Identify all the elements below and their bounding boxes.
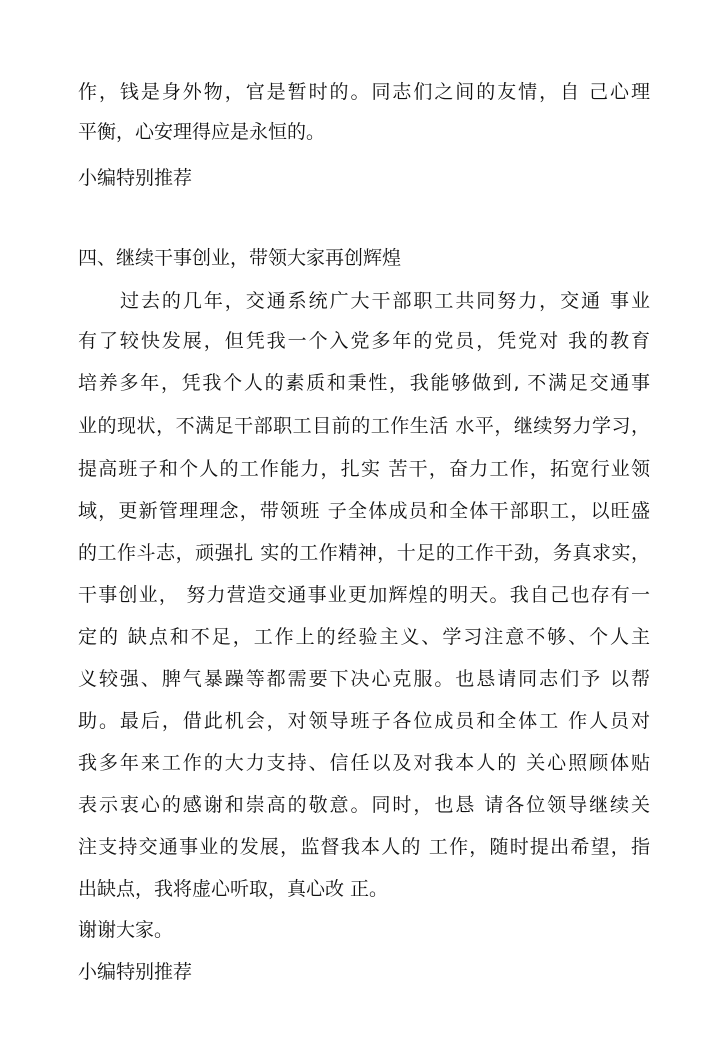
body-text-line: 域，更新管理理念，带领班 子全体成员和全体干部职工，以旺盛	[78, 500, 650, 522]
body-text-line: 平衡，心安理得应是永恒的。	[78, 121, 326, 143]
body-text-line: 助。最后，借此机会，对领导班子各位成员和全体工 作人员对	[78, 710, 650, 732]
closing-thanks: 谢谢大家。	[78, 919, 174, 941]
body-text-line: 出缺点，我将虚心听取，真心改 正。	[78, 878, 389, 900]
body-text-line: 培养多年，凭我个人的素质和秉性，我能够做到, 不满足交通事	[78, 372, 650, 394]
recommend-label: 小编特别推荐	[78, 961, 193, 983]
body-text-line: 定的 缺点和不足，工作上的经验主义、学习注意不够、个人主	[78, 626, 650, 648]
recommend-label: 小编特别推荐	[78, 167, 193, 189]
body-text-line: 作，钱是身外物，官是暂时的。同志们之间的友情，自 己心理	[78, 81, 650, 103]
body-text-line: 义较强、脾气暴躁等都需要下决心克服。也恳请同志们予 以帮	[78, 668, 650, 690]
body-text-line: 表示衷心的感谢和崇高的敬意。同时，也恳 请各位领导继续关	[78, 794, 650, 816]
body-text-line: 的工作斗志，顽强扎 实的工作精神，十足的工作干劲，务真求实，	[78, 542, 650, 564]
section-heading: 四、继续干事创业，带领大家再创辉煌	[78, 247, 402, 269]
body-text-line: 有了较快发展，但凭我一个入党多年的党员，凭党对 我的教育	[78, 330, 650, 352]
body-text-line: 干事创业， 努力营造交通事业更加辉煌的明天。我自己也存有一	[78, 584, 650, 606]
body-text-line: 我多年来工作的大力支持、信任以及对我本人的 关心照顾体贴	[78, 752, 650, 774]
body-text-line: 提高班子和个人的工作能力，扎实 苦干，奋力工作，拓宽行业领	[78, 458, 650, 480]
body-text-line: 业的现状，不满足干部职工目前的工作生活 水平，继续努力学习，	[78, 415, 650, 437]
paragraph-first-line: 过去的几年，交通系统广大干部职工共同努力，交通 事业	[120, 290, 650, 312]
body-text-line: 注支持交通事业的发展，监督我本人的 工作，随时提出希望，指	[78, 836, 650, 858]
